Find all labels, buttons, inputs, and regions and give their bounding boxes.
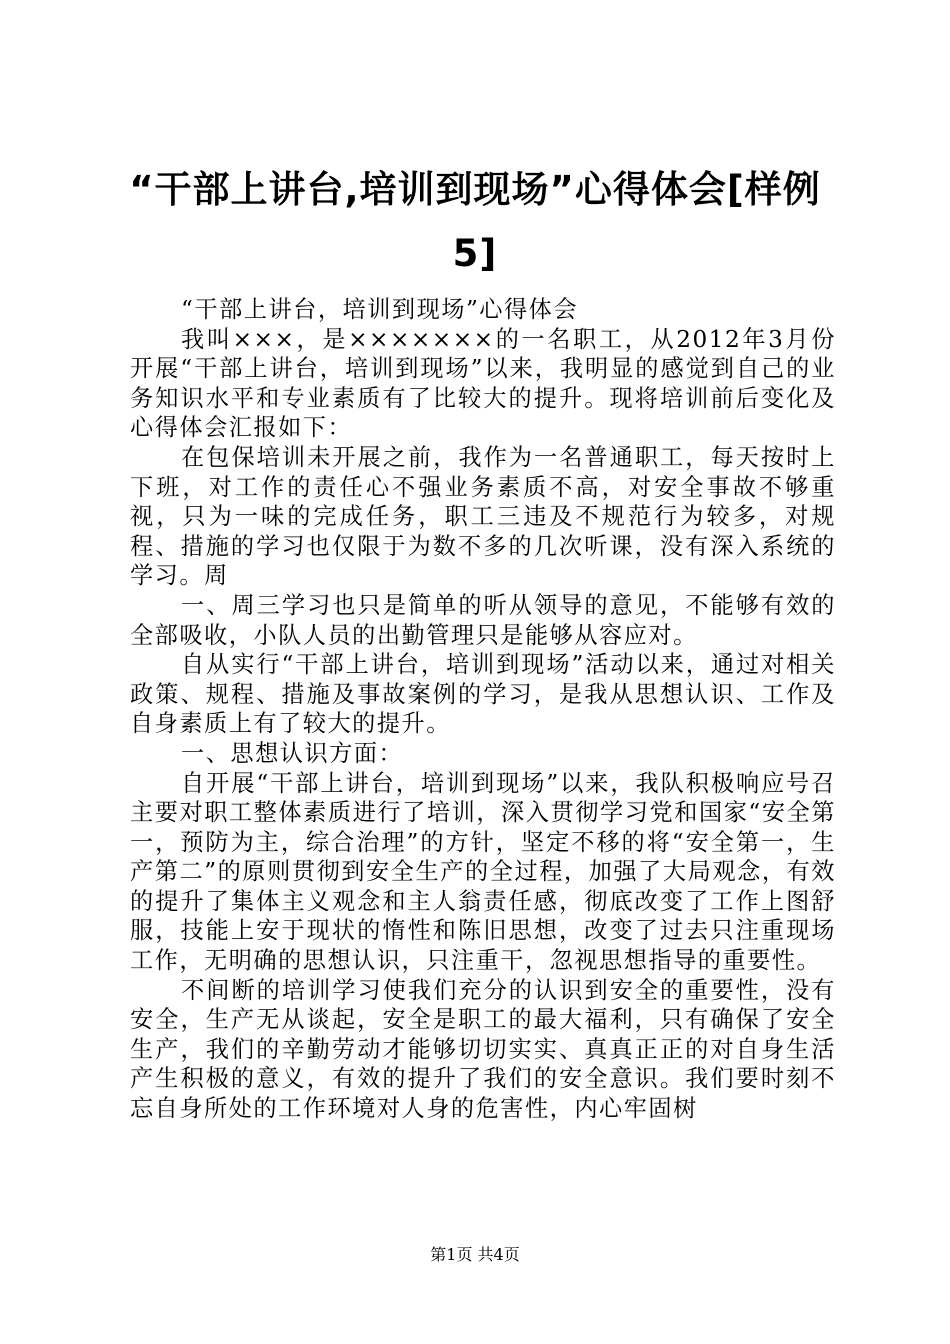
body-paragraph: 一、周三学习也只是简单的听从领导的意见，不能够有效的全部吸收，小队人员的出勤管理只是能够从容应对。 [130,591,836,649]
body-paragraph: 我叫×××，是×××××××的一名职工，从2012年3月份开展“干部上讲台，培训到现场”以来，我明显的感觉到自己的业务知识水平和专业素质有了比较大的提升。现将培训前后变化及心得体会汇报如下： [130,325,836,442]
section-heading: 一、思想认识方面： [181,739,404,767]
title-line-1: “干部上讲台,培训到现场”心得体会[样例 [129,168,821,211]
document-title [120,158,830,286]
body-paragraph: 在包保培训未开展之前，我作为一名普通职工，每天按时上下班，对工作的责任心不强业务素质不高，对安全事故不够重视，只为一味的完成任务，职工三违及不规范行为较多，对规程、措施的学习也仅限于为数不多的几次听课，没有深入系统的学习。周 [130,443,836,590]
subtitle-paragraph: “干部上讲台，培训到现场”心得体会 [181,296,579,323]
body-paragraph: 不间断的培训学习使我们充分的认识到安全的重要性，没有安全，生产无从谈起，安全是职工的最大福利，只有确保了安全生产，我们的辛勤劳动才能够切切实实、真真正正的对自身生活产生积极的意义，有效的提升了我们的安全意识。我们要时刻不忘自身所处的工作环境对人身的危害性，内心牢固树 [130,976,836,1123]
title-line-2: 5] [452,232,498,275]
body-paragraph: 自从实行“干部上讲台，培训到现场”活动以来，通过对相关政策、规程、措施及事故案例的学习，是我从思想认识、工作及自身素质上有了较大的提升。 [130,651,836,738]
document-body [130,295,836,1124]
page-footer: 第1页 共4页 [430,1245,520,1264]
body-paragraph: 自开展“干部上讲台，培训到现场”以来，我队积极响应号召主要对职工整体素质进行了培训，深入贯彻学习党和国家“安全第一，预防为主，综合治理”的方针，坚定不移的将“安全第一，生产第二”的原则贯彻到安全生产的全过程，加强了大局观念，有效的提升了集体主义观念和主人翁责任感，彻底改变了工作上图舒服，技能上安于现状的惰性和陈旧思想，改变了过去只注重现场工作，无明确的思想认识，只注重干，忽视思想指导的重要性。 [130,769,836,975]
